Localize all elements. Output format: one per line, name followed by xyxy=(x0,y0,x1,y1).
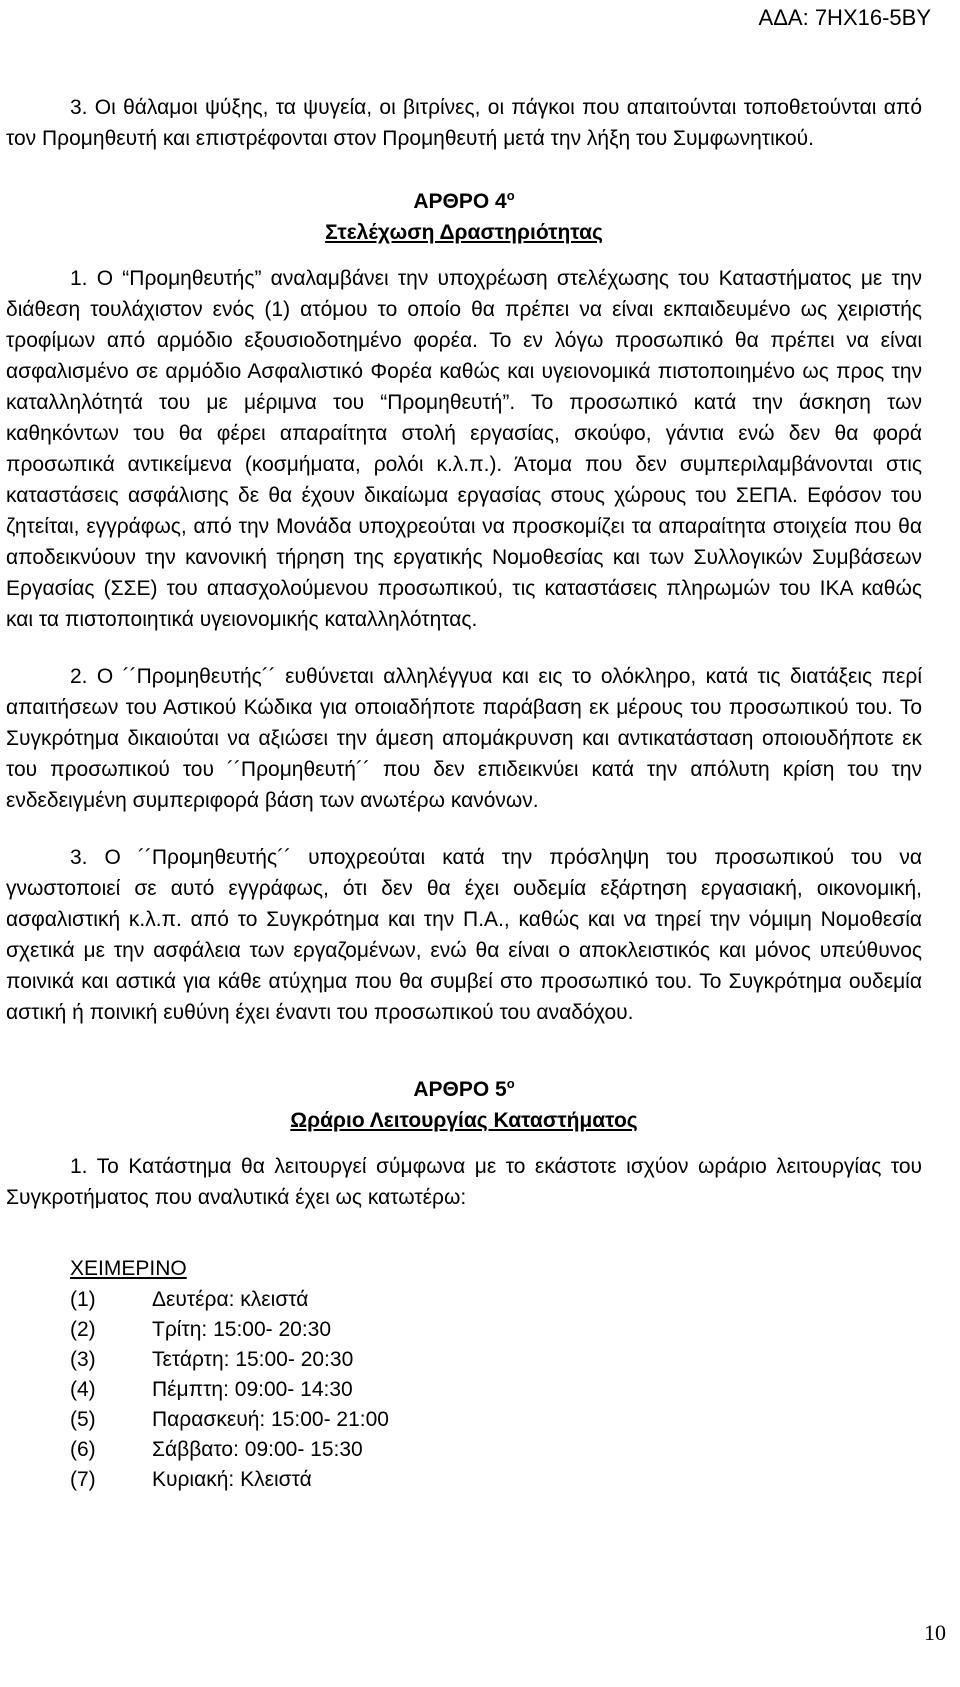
article-4-para-2: 2. Ο ´´Προμηθευτής´´ ευθύνεται αλληλέγγυα και εις το ολόκληρο, κατά τις διατάξεις περί απαιτήσεων του Αστικού Κώδικα για οποιαδήποτε παράβαση εκ μέρους του προσωπικού του. Το Συγκρότημα δικαιούται να αξιώσει την άμεση απομάκρυνση και αντικατάσταση οποιουδήποτε εκ του προσωπικού του ´´Προμηθευτή´´ που δεν επιδεικνύει κατά την απόλυτη κρίση του την ενδεδειγμένη συμπεριφορά βάση των ανωτέρω κανόνων. xyxy=(6,665,922,812)
document-body xyxy=(6,92,922,1494)
article-4-para-1: 1. Ο “Προμηθευτής” αναλαμβάνει την υποχρέωση στελέχωσης του Καταστήματος με την διάθεση τουλάχιστον ενός (1) ατόμου το οποίο θα πρέπει να είναι εκπαιδευμένο ως χειριστής τροφίμων από αρμόδιο εξουσιοδοτημένο φορέα. Το εν λόγω προσωπικό θα πρέπει να είναι ασφαλισμένο σε αρμόδιο Ασφαλιστικό Φορέα καθώς και υγειονομικά πιστοποιημένο ως προς την καταλληλότητά του με μέριμνα του “Προμηθευτή”. Το προσωπικό κατά την άσκηση των καθηκόντων του θα φέρει απαραίτητα στολή εργασίας, σκούφο, γάντια ενώ δεν θα φορά προσωπικά αντικείμενα (κοσμήματα, ρολόι κ.λ.π.). Άτομα που δεν συμπεριλαμβάνονται στις καταστάσεις ασφάλισης δε θα έχουν δικαίωμα εργασίας στους χώρους του ΣΕΠΑ. Εφόσον του ζητείται, εγγράφως, από την Μονάδα υποχρεούται να προσκομίζει τα απαραίτητα στοιχεία που θα αποδεικνύουν την κανονική τήρηση της εργατικής Νομοθεσίας και των Συλλογικών Συμβάσεων Εργασίας (ΣΣΕ) του απασχολούμενου προσωπικού, τις καταστάσεις πληρωμών του ΙΚΑ καθώς και τα πιστοποιητικά υγειονομικής καταλληλότητας. xyxy=(6,267,922,631)
article-5-para-1: 1. Το Κατάστημα θα λειτουργεί σύμφωνα με το εκάστοτε ισχύον ωράριο λειτουργίας του Συγκροτήματος που αναλυτικά έχει ως κατωτέρω: xyxy=(6,1155,922,1209)
schedule-list xyxy=(6,1284,922,1494)
schedule-item: (6) Σάββατο: 09:00- 15:30 xyxy=(70,1438,363,1461)
schedule-item: (5) Παρασκευή: 15:00- 21:00 xyxy=(70,1408,389,1431)
winter-label: ΧΕΙΜΕΡΙΝΟ xyxy=(70,1257,187,1280)
schedule-item: (2) Τρίτη: 15:00- 20:30 xyxy=(70,1318,332,1341)
schedule-item: (3) Τετάρτη: 15:00- 20:30 xyxy=(70,1348,354,1371)
article-4-subtitle: Στελέχωση Δραστηριότητας xyxy=(325,221,603,244)
ada-code: ΑΔΑ: 7ΗΧ16-5ΒΥ xyxy=(758,5,931,30)
article-4-heading: ΑΡΘΡΟ $4^o$ xyxy=(413,188,515,213)
schedule-item: (4) Πέμπτη: 09:00- 14:30 xyxy=(70,1378,353,1401)
page-number: 10 xyxy=(924,1620,946,1645)
schedule-item: (7) Κυριακή: Κλειστά xyxy=(70,1468,312,1491)
article-5-subtitle: Ωράριο Λειτουργίας Καταστήματος xyxy=(290,1109,638,1132)
schedule-item: (1) Δευτέρα: κλειστά xyxy=(70,1288,309,1311)
article-5-heading: ΑΡΘΡΟ $5^o$ xyxy=(413,1076,515,1101)
article-4-para-3: 3. Ο ´´Προμηθευτής´´ υποχρεούται κατά την πρόσληψη του προσωπικού του να γνωστοποιεί σε αυτό εγγράφως, ότι δεν θα έχει ουδεμία εξάρτηση εργασιακή, οικονομική, ασφαλιστική κ.λ.π. από το Συγκρότημα και την Π.Α., καθώς και να τηρεί την νόμιμη Νομοθεσία σχετικά με την ασφάλεια των εργαζομένων, ενώ θα είναι ο αποκλειστικός και μόνος υπεύθυνος ποινικά και αστικά για κάθε ατύχημα που θα συμβεί στο προσωπικό του. Το Συγκρότημα ουδεμία αστική ή ποινική ευθύνη έχει έναντι του προσωπικού του αναδόχου. xyxy=(6,846,922,1024)
paragraph-3-equipment: 3. Οι θάλαμοι ψύξης, τα ψυγεία, οι βιτρίνες, οι πάγκοι που απαιτούνται τοποθετούνται από τον Προμηθευτή και επιστρέφονται στον Προμηθευτή μετά την λήξη του Συμφωνητικού. xyxy=(6,96,922,150)
